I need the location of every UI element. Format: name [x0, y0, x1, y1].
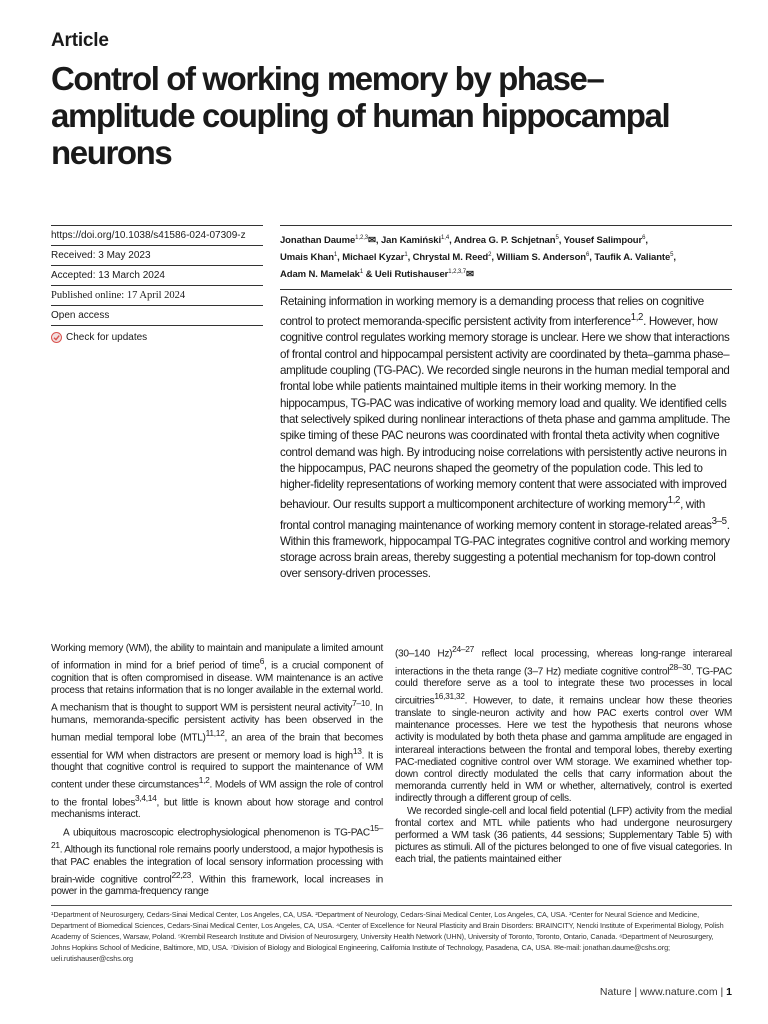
- author[interactable]: Ueli Rutishauser: [374, 269, 449, 281]
- open-access-label: Open access: [51, 305, 263, 325]
- article-meta: [51, 225, 263, 345]
- author[interactable]: Yousef Salimpour: [563, 235, 643, 247]
- article-type-label: Article: [51, 30, 109, 51]
- body-column-right: [395, 643, 732, 867]
- author[interactable]: Michael Kyzar: [342, 252, 405, 264]
- author[interactable]: Taufik A. Valiante: [594, 252, 671, 264]
- affiliations-footnote: ¹Department of Neurosurgery, Cedars-Sinai Medical Center, Los Angeles, CA, USA. ²Department of Neurology, Cedars-Sinai Medical Center, Los Angeles, CA, USA. ³Center for Neural Science and Medicine, Department of Biomedical Sciences, Cedars-Sinai Medical Center, Los Angeles, CA, USA. ⁴Center of Excellence for Neural Plasticity and Brain Disorders: BRAINCITY, Nencki Institute of Experimental Biology, Polish Academy of Sciences, Warsaw, Poland. ⁵Krembil Research Institute and Division of Neurosurgery, University Health Network (UHN), University of Toronto, Toronto, Ontario, Canada. ⁶Department of Neurosurgery, Johns Hopkins School of Medicine, Baltimore, MD, USA. ⁷Division of Biology and Biological Engineering, California Institute of Technology, Pasadena, CA, USA. ✉e-mail: jonathan.daume@cshs.org; ueli.rutishauser@cshs.org: [51, 910, 724, 963]
- author[interactable]: Jonathan Daume: [280, 235, 356, 247]
- article-title: Control of working memory by phase–amplitude coupling of human hippocampal neurons: [51, 60, 670, 171]
- author[interactable]: Adam N. Mamelak: [280, 269, 360, 281]
- body-column-left: [51, 643, 383, 899]
- body-paragraph: A ubiquitous macroscopic electrophysiological phenomenon is TG-PAC$^{15-21}$. Although its functional role remains poorly understood, a major hypothesis is that PAC enables the integration of local sensory information processing with brain-wide cognitive control$^{22,23}$. Within this framework, local increases in power in the gamma-frequency range: [51, 822, 383, 898]
- journal-site-link[interactable]: www.nature.com: [639, 986, 718, 998]
- author-list: Jonathan Daume$^{1,2,3}$✉, Jan Kamiński$^{1,4}$, Andrea G. P. Schjetnan$^5$, Yousef Salimpour$^6$, Umais Khan$^1$, Michael Kyzar$^1$, Chrystal M. Reed$^2$, William S. Anderson$^6$, Taufik A. Valiante$^5$, Adam N. Mamelak$^1$ & Ueli Rutishauser$^{1,2,3,7}$✉: [280, 225, 732, 282]
- authors-divider: [280, 289, 732, 290]
- accepted-date: Accepted: 13 March 2024: [51, 265, 263, 285]
- published-date: Published online: 17 April 2024: [51, 285, 263, 305]
- journal-name: Nature: [599, 986, 632, 998]
- check-updates-label: Check for updates: [66, 332, 148, 343]
- received-date: Received: 3 May 2023: [51, 245, 263, 265]
- body-paragraph: Working memory (WM), the ability to maintain and manipulate a limited amount of information in mind for a brief period of time$^6$, is a crucial component of cognition that is often compromised in disease. WM maintenance is an active process that retains information that is no longer available in the external world. A mechanism that is thought to support WM is persistent neural activity$^{7-10}$. In humans, memoranda-specific persistent activity has been observed in the human medial temporal lobe (MTL)$^{11,12}$, an area of the brain that becomes essential for WM when distractors are present or memory load is high$^{13}$. It is thought that cognitive control is required to support the maintenance of WM content under these circumstances$^{1,2}$. Models of WM assign the role of control to the frontal lobes$^{3,4,14}$, but little is known about how storage and control mechanisms interact.: [51, 643, 384, 821]
- footnote-divider: [51, 905, 732, 906]
- page-footer: Nature | www.nature.com | 1: [599, 986, 732, 998]
- doi-link[interactable]: https://doi.org/10.1038/s41586-024-07309-z: [51, 225, 263, 245]
- author[interactable]: Jan Kamiński: [380, 235, 442, 247]
- page-number: 1: [726, 986, 732, 998]
- abstract: Retaining information in working memory is a demanding process that relies on cognitive control to protect memoranda-specific persistent activity from interference$^{1,2}$. However, how cognitive control regulates working memory storage is unclear. Here we show that interactions of frontal control and hippocampal persistent activity are coordinated by theta–gamma phase–amplitude coupling (TG-PAC). We recorded single neurons in the human medial temporal and frontal lobe while patients maintained multiple items in their working memory. In the hippocampus, TG-PAC was indicative of working memory load and quality. We identified cells that selectively spiked during nonlinear interactions of theta phase and gamma amplitude. The spike timing of these PAC neurons was coordinated with frontal theta activity when cognitive control demand was high. By introducing noise correlations with persistently active neurons in the hippocampus, PAC neurons shaped the geometry of the population code. This led to higher-fidelity representations of working memory content that were associated with improved behaviour. Our results support a multicomponent architecture of working memory$^{1,2}$, with frontal control managing maintenance of working memory content in storage-related areas$^{3-5}$. Within this framework, hippocampal TG-PAC integrates cognitive control and working memory storage across brain areas, thereby suggesting a potential mechanism for top-down control over sensory-driven processes.: [280, 295, 730, 581]
- check-updates-icon: [51, 332, 62, 343]
- author[interactable]: William S. Anderson: [496, 252, 586, 264]
- body-paragraph: (30–140 Hz)$^{24-27}$ reflect local processing, whereas long-range interareal interactions in the theta range (3–7 Hz) mediate cognitive control$^{28-30}$. TG-PAC could therefore serve as a tool to integrate these two processes in local circuitries$^{16,31,32}$. However, to date, it remains unclear how these theories translate to single-neuron activity and how PAC exerts control over WM maintenance processes. Here we test the hypothesis that neurons whose activity is modulated by both theta phase and gamma amplitude are engaged in interareal interactions between the frontal and temporal lobes, thereby exerting PAC-mediated cognitive control over WM storage. We examined whether top-down control directly modulated the cells that carry information about the memoranda currently held in WM or whether, alternatively, control is exerted indirectly through a different group of cells.: [395, 644, 732, 805]
- author[interactable]: Umais Khan: [280, 252, 334, 264]
- check-for-updates-link[interactable]: [51, 325, 263, 345]
- author[interactable]: Andrea G. P. Schjetnan: [453, 235, 556, 247]
- author[interactable]: Chrystal M. Reed: [412, 252, 489, 264]
- body-paragraph: We recorded single-cell and local field potential (LFP) activity from the medial frontal cortex and MTL while patients who had undergone neurosurgery performed a WM task (36 patients, 44 sessions; Supplementary Table 5) with pictures as stimuli. All of the pictures belonged to one of five visual categories. In each trial, the patients maintained either: [395, 805, 732, 866]
